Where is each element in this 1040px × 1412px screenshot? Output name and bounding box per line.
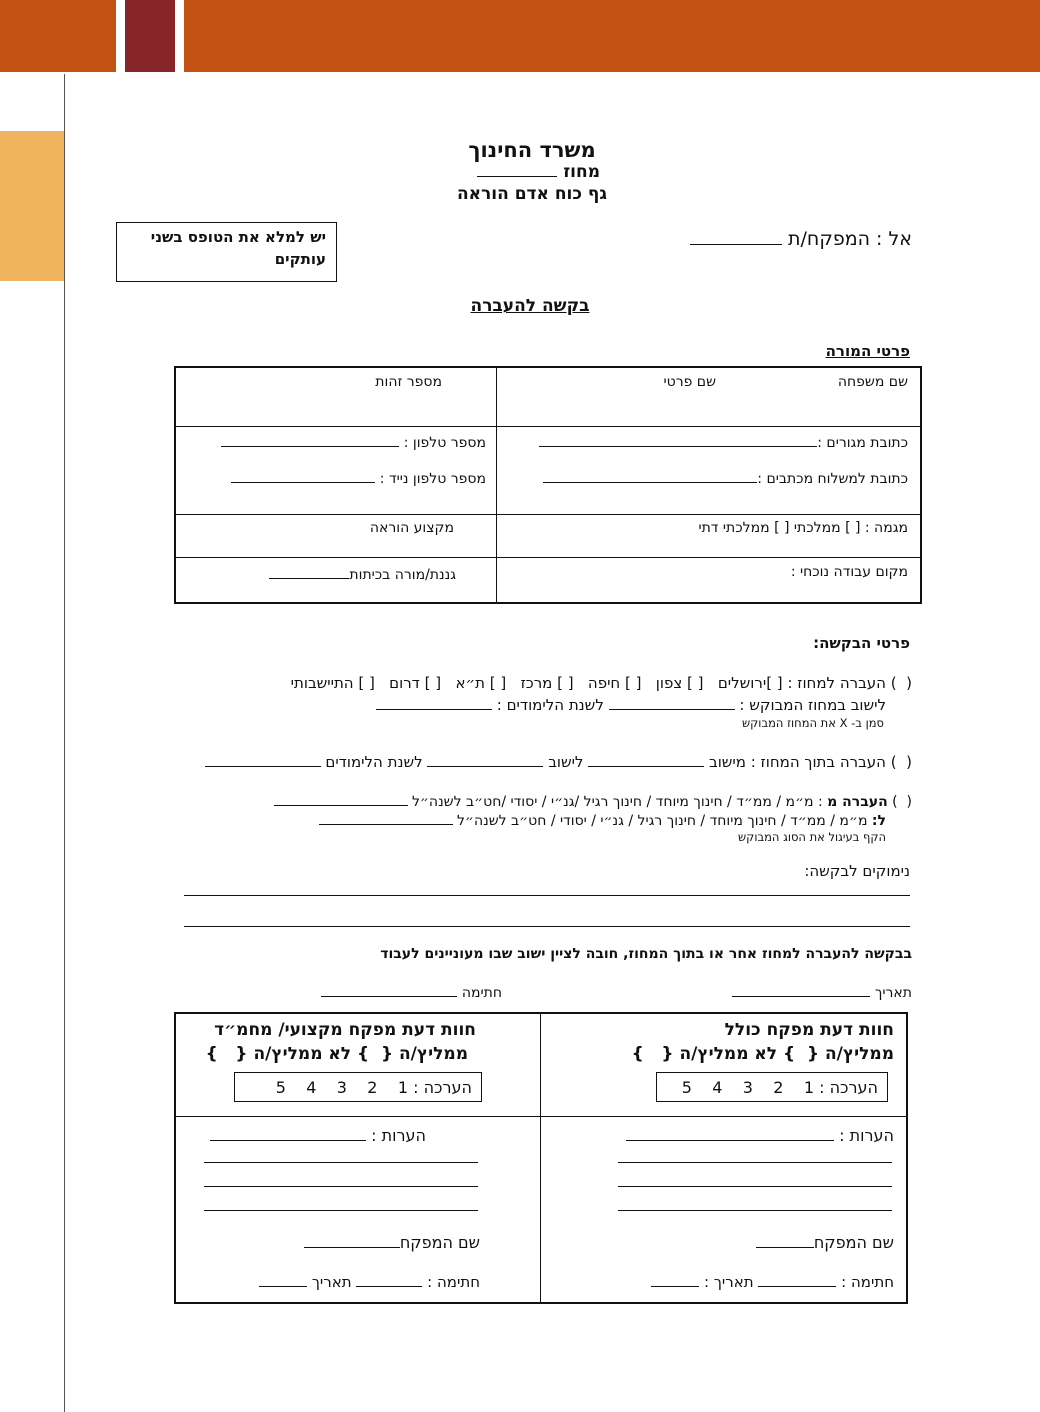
professional-rating-3[interactable]: 3 xyxy=(336,1078,347,1097)
general-rating-3[interactable]: 3 xyxy=(742,1078,753,1097)
to-supervisor-line xyxy=(690,228,912,250)
current-workplace-label: מקום עבודה נוכחי : xyxy=(790,564,908,580)
first-name-label: שם פרטי xyxy=(663,374,716,390)
general-supervisor-name-field[interactable] xyxy=(756,1233,814,1248)
professional-rating-label: הערכה : xyxy=(413,1078,472,1097)
professional-rating-4[interactable]: 4 xyxy=(306,1078,317,1097)
transfer-district-line xyxy=(158,674,912,692)
general-signature-field[interactable] xyxy=(758,1272,836,1287)
ministry-title: משרד החינוך xyxy=(468,138,596,162)
district-field[interactable] xyxy=(477,162,557,177)
to-settlement-label: לישוב xyxy=(548,753,584,771)
track-religious-checkbox[interactable]: [ ] xyxy=(774,520,790,536)
home-address-field[interactable] xyxy=(539,432,817,447)
general-signature-label: חתימה : xyxy=(841,1273,894,1291)
general-date-field[interactable] xyxy=(651,1272,699,1287)
home-address-label: כתובת מגורים xyxy=(826,435,908,451)
kindergarten-field[interactable] xyxy=(269,564,349,579)
district-label: מחוז xyxy=(563,162,600,182)
track-line xyxy=(600,520,908,536)
applicant-date-line xyxy=(726,982,912,1001)
professional-not-recommend-checkbox[interactable]: { } xyxy=(205,1044,248,1064)
reasons-label: נימוקים לבקשה: xyxy=(804,862,910,880)
circle-note: הקף בעיגול את הסוג המבוקש xyxy=(738,830,886,844)
home-address-line: כתובת מגורים : xyxy=(520,432,908,451)
settlement-in-district-field[interactable] xyxy=(609,695,735,710)
id-number-label: מספר זהות xyxy=(375,374,442,390)
kindergarten-label: גננת/מורה בכיתות xyxy=(349,567,456,583)
last-name-label: שם משפחה xyxy=(837,374,908,390)
mail-address-field[interactable] xyxy=(543,468,757,483)
side-tab xyxy=(0,131,64,281)
professional-date-label: תאריך xyxy=(311,1273,352,1291)
transfer-district-checkbox[interactable]: ( ) xyxy=(890,674,912,692)
phone-label: מספר טלפון xyxy=(412,435,486,451)
applicant-signature-label: חתימה xyxy=(461,985,502,1001)
professional-rating-2[interactable]: 2 xyxy=(367,1078,378,1097)
applicant-date-label: תאריך xyxy=(874,985,912,1001)
professional-notes-field[interactable] xyxy=(210,1126,366,1141)
general-notes-line-3[interactable] xyxy=(618,1186,892,1187)
track-label: מגמה : xyxy=(864,520,908,536)
general-rating-4[interactable]: 4 xyxy=(712,1078,723,1097)
general-rating-line xyxy=(660,1078,878,1097)
general-supervisor-name-line xyxy=(740,1233,894,1252)
phone-field[interactable] xyxy=(221,432,399,447)
professional-recommend-checkbox[interactable]: { } xyxy=(357,1044,394,1064)
settlement-note: בבקשה להעברה למחוז אחר או בתוך המחוז, חובה לציין ישוב שבו מעוניינים לעבוד xyxy=(380,946,912,962)
mail-address-label: כתובת למשלוח מכתבים xyxy=(766,471,908,487)
professional-notes-label: הערות : xyxy=(371,1126,426,1145)
mail-address-line: כתובת למשלוח מכתבים : xyxy=(520,468,908,487)
teaching-subject-label: מקצוע הוראה xyxy=(369,520,454,536)
professional-rating-5[interactable]: 5 xyxy=(275,1078,286,1097)
track-state-label: ממלכתי xyxy=(793,520,841,536)
professional-date-field[interactable] xyxy=(259,1272,307,1287)
supervisor-field[interactable] xyxy=(690,230,782,245)
table-row-divider-1 xyxy=(175,426,921,427)
transfer-to-line xyxy=(220,810,886,829)
header-bar-right xyxy=(184,0,1040,72)
table-divider-vertical xyxy=(496,367,497,603)
general-not-recommend-checkbox[interactable]: { } xyxy=(631,1044,674,1064)
teacher-details-heading: פרטי המורה xyxy=(825,342,910,360)
general-rating-2[interactable]: 2 xyxy=(773,1078,784,1097)
general-recommend-label: ממליץ/ה xyxy=(824,1044,894,1064)
district-option-south[interactable]: [ ] דרום xyxy=(389,674,442,692)
transfer-to-label: ל: xyxy=(871,813,886,829)
general-supervisor-name-label: שם המפקח xyxy=(813,1233,894,1252)
general-notes-line xyxy=(610,1126,894,1145)
general-notes-line-2[interactable] xyxy=(618,1162,892,1163)
district-line xyxy=(440,162,600,182)
professional-notes-line xyxy=(190,1126,426,1145)
to-options[interactable]: מ״מ / ממ״ד / חינוך מיוחד / חינוך רגיל / גנ״י / יסודי / חט״ב לשנה״ל xyxy=(456,813,868,829)
table-row-divider-3 xyxy=(175,557,921,558)
form-title: בקשה להעברה xyxy=(470,296,590,316)
professional-opinion-title: חוות דעת מפקח מקצועי/ מחמ״ד xyxy=(214,1020,476,1040)
professional-notes-line-4[interactable] xyxy=(204,1210,478,1211)
settlement-in-district-label: לישוב במחוז המבוקש : xyxy=(739,696,886,714)
track-religious-label: ממלכתי דתי xyxy=(698,520,770,536)
professional-rating-1[interactable]: 1 xyxy=(397,1078,409,1097)
professional-signature-field[interactable] xyxy=(356,1272,422,1287)
notice-text: יש למלא את הטופס בשני עותקים xyxy=(150,228,326,268)
within-district-label: העברה בתוך המחוז : מישוב xyxy=(709,753,886,771)
district-option-tel-aviv[interactable]: [ ] ת״א xyxy=(455,674,507,692)
general-recommend-line xyxy=(560,1044,894,1064)
professional-notes-line-3[interactable] xyxy=(204,1186,478,1187)
school-year-field[interactable] xyxy=(376,695,492,710)
general-rating-1[interactable]: 1 xyxy=(803,1078,815,1097)
within-school-year-field[interactable] xyxy=(205,752,321,767)
general-opinion-title: חוות דעת מפקח כולל xyxy=(724,1020,894,1040)
kindergarten-line xyxy=(250,564,456,583)
general-notes-field[interactable] xyxy=(626,1126,834,1141)
general-rating-5[interactable]: 5 xyxy=(681,1078,692,1097)
for-school-year-label: לשנת הלימודים xyxy=(325,753,423,771)
general-not-recommend-label: לא ממליץ/ה xyxy=(679,1044,778,1064)
professional-supervisor-name-line xyxy=(280,1233,480,1252)
professional-supervisor-name-field[interactable] xyxy=(304,1233,400,1248)
opinions-divider-horizontal xyxy=(175,1116,907,1117)
department-title: גף כוח אדם הוראה xyxy=(457,184,607,204)
district-option-settlement[interactable]: [ ] התיישבותי xyxy=(290,674,375,692)
professional-sign-line xyxy=(240,1272,480,1291)
to-settlement-field[interactable] xyxy=(427,752,543,767)
professional-supervisor-name-label: שם המפקח xyxy=(399,1233,480,1252)
to-year-field[interactable] xyxy=(319,810,453,825)
professional-signature-label: חתימה : xyxy=(427,1273,480,1291)
mobile-label: מספר טלפון נייד xyxy=(388,471,486,487)
professional-notes-line-2[interactable] xyxy=(204,1162,478,1163)
notice-box xyxy=(116,222,337,282)
transfer-district-label: העברה למחוז : xyxy=(787,674,886,692)
from-settlement-field[interactable] xyxy=(588,752,704,767)
general-notes-label: הערות : xyxy=(839,1126,894,1145)
general-notes-line-4[interactable] xyxy=(618,1210,892,1211)
opinions-divider-vertical xyxy=(540,1013,541,1303)
general-rating-label: הערכה : xyxy=(819,1078,878,1097)
applicant-signature-field[interactable] xyxy=(321,982,457,997)
mobile-field[interactable] xyxy=(231,468,375,483)
table-row-divider-2 xyxy=(175,514,921,515)
from-options[interactable]: : מ״מ / ממ״ד / חינוך מיוחד / חינוך רגיל /גנ״י / יסודי /חט״ב לשנה״ל xyxy=(411,794,823,810)
mobile-line: מספר טלפון נייד : xyxy=(210,468,486,487)
district-option-center[interactable]: [ ] מרכז xyxy=(520,674,574,692)
district-option-jerusalem[interactable]: [ ]ירושלים xyxy=(717,674,783,692)
applicant-date-field[interactable] xyxy=(732,982,870,997)
margin-line xyxy=(64,74,65,1412)
to-supervisor-label: אל : המפקח/ת xyxy=(788,228,912,250)
professional-recommend-line xyxy=(190,1044,468,1064)
reasons-line-2[interactable] xyxy=(184,926,910,927)
professional-rating-line xyxy=(240,1078,472,1097)
transfer-from-line xyxy=(180,791,912,810)
transfer-from-label: העברה מ xyxy=(827,794,888,810)
settlement-in-district-line xyxy=(330,695,886,714)
track-state-checkbox[interactable]: [ ] xyxy=(845,520,861,536)
general-recommend-checkbox[interactable]: { } xyxy=(783,1044,820,1064)
mark-note: סמן ב- X את המחוז המבוקש xyxy=(742,716,884,730)
within-district-line xyxy=(150,752,912,771)
header-bar-left xyxy=(0,0,116,72)
general-sign-line: חתימה : תאריך : xyxy=(630,1272,894,1291)
from-year-field[interactable] xyxy=(274,791,408,806)
professional-not-recommend-label: לא ממליץ/ה xyxy=(253,1044,352,1064)
header-bar-accent xyxy=(125,0,175,72)
applicant-signature-line xyxy=(312,982,502,1001)
school-year-label: לשנת הלימודים : xyxy=(496,696,604,714)
within-district-checkbox[interactable]: ( ) xyxy=(890,753,912,771)
transfer-from-checkbox[interactable]: ( ) xyxy=(892,794,912,810)
professional-recommend-label: ממליץ/ה xyxy=(398,1044,468,1064)
request-details-heading: פרטי הבקשה: xyxy=(813,634,910,652)
district-option-haifa[interactable]: [ ] חיפה xyxy=(587,674,642,692)
district-option-north[interactable]: [ ] צפון xyxy=(655,674,704,692)
reasons-line-1[interactable] xyxy=(184,895,910,896)
phone-line: מספר טלפון : xyxy=(210,432,486,451)
general-date-label: תאריך xyxy=(713,1273,754,1291)
